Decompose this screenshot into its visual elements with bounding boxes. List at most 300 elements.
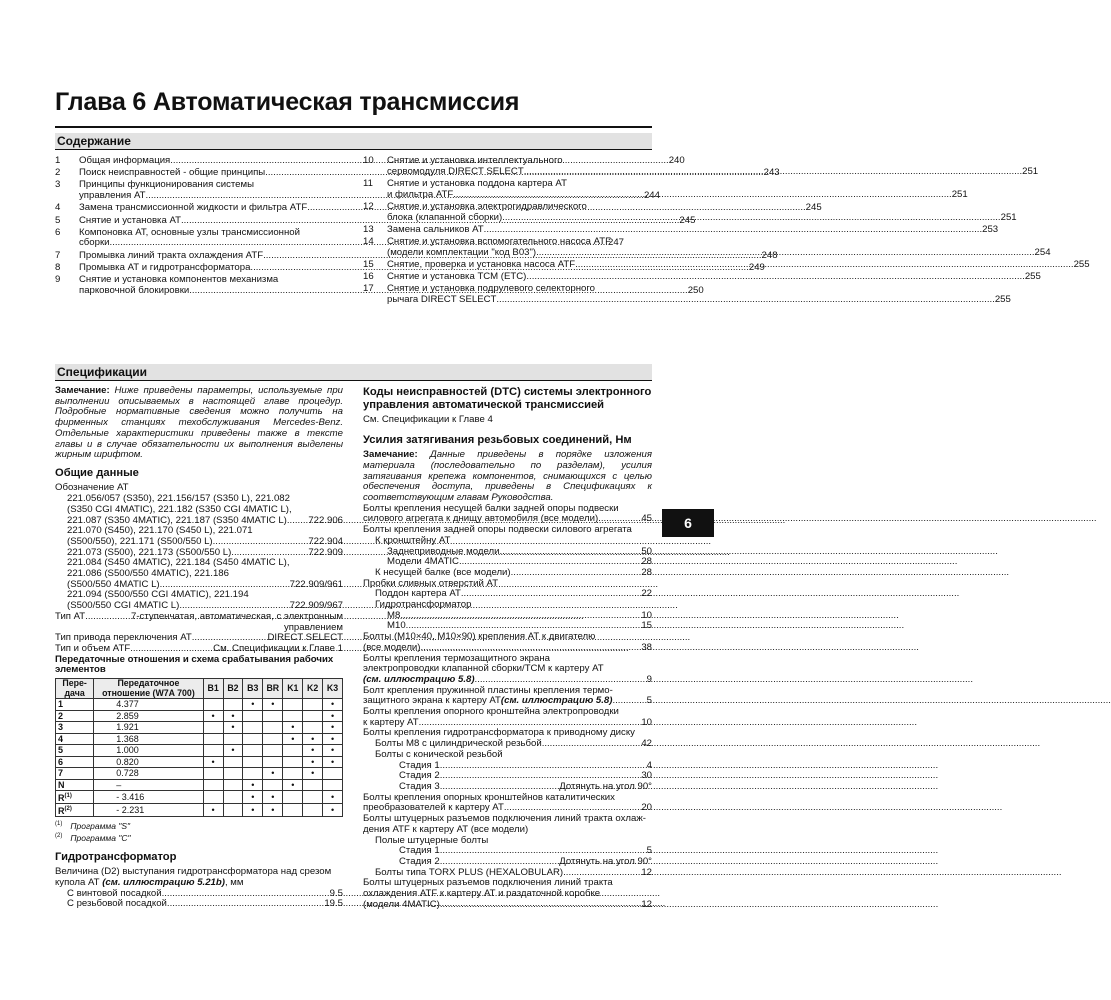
chapter-title: Глава 6 Автоматическая трансмиссия: [55, 88, 520, 116]
gear-footnote-mark: (1): [64, 793, 72, 800]
gear-cell: [56, 722, 94, 734]
torque-label: (все модели): [363, 641, 421, 653]
engaged-dot: •: [283, 779, 303, 791]
gear-row: [56, 745, 343, 757]
engaged-dot: •: [223, 710, 243, 722]
footnotes: [55, 819, 343, 843]
gear-row: [56, 779, 343, 791]
ratio-cell: - 3.416: [94, 791, 203, 804]
torque-row: [363, 536, 652, 547]
toc-title: и фильтра ATF: [387, 188, 454, 200]
ratio-cell: 4.377: [94, 699, 203, 711]
at-model-code: 722.909/967: [289, 600, 343, 612]
torque-value: 5: [646, 845, 652, 857]
empty-cell: [223, 804, 243, 817]
toc-number: 12: [363, 200, 374, 212]
gear-cell: [56, 756, 94, 768]
toc-title: сервомодуля DIRECT SELECT: [387, 165, 524, 177]
element-header-k2: K2: [303, 679, 323, 699]
torque-value: 15: [641, 620, 652, 632]
engaged-dot: •: [263, 804, 283, 817]
engaged-dot: •: [243, 779, 263, 791]
dtc-heading: Коды неисправностей (DTC) системы электронного управления автоматической трансмиссией: [363, 386, 652, 411]
toc-number: 2: [55, 167, 61, 179]
converter-value: 9.5: [329, 887, 343, 899]
gear-row: [56, 699, 343, 711]
toc-page: 240: [668, 155, 685, 166]
toc-number: 7: [55, 249, 61, 261]
torque-label: Болты крепления опорных кронштейнов каталитических: [363, 791, 615, 803]
engaged-dot: •: [323, 733, 343, 745]
torque-label: Болты M8 с цилиндрической резьбой: [375, 738, 542, 750]
toc-page: 255: [1073, 258, 1090, 270]
toc-page: 244: [643, 190, 660, 202]
toc-last-line: [387, 295, 1011, 306]
torque-label: Болты с конической резьбой: [375, 748, 503, 760]
gear-label: 2: [58, 710, 64, 721]
torque-value: 5: [646, 695, 652, 707]
torque-value: 20: [641, 802, 652, 814]
toc-line: Снятие и установка поддона картера АТ: [387, 177, 567, 189]
spec-left-column: [55, 386, 343, 910]
torque-label: Болты крепления несущей балки задней опоры подвески: [363, 502, 619, 514]
title-rule: [55, 126, 652, 128]
converter-text-1: Величина (D2) выступания гидротрансформатора над срезом: [55, 866, 332, 878]
torque-value: 30: [641, 770, 652, 782]
leader: [461, 589, 641, 600]
gear-cell: [56, 699, 94, 711]
leader: [287, 516, 308, 527]
spec-rule: [55, 380, 652, 381]
at-model-row: [67, 505, 343, 516]
torque-row: [363, 900, 652, 911]
torque-label: Заднеприводные модели: [387, 545, 500, 557]
torque-label: Болты штуцерных разъемов подключения линий тракта охлаж-: [363, 813, 646, 825]
leader: [167, 899, 324, 910]
gear-cell: [56, 779, 94, 791]
toc-leader: [575, 260, 1073, 271]
toc-number: 8: [55, 261, 61, 273]
element-header-k3: K3: [323, 679, 343, 699]
gear-row: [56, 791, 343, 804]
at-designation-label: Обозначение АТ: [55, 482, 129, 494]
toc-title: Замена трансмиссионной жидкости и фильтра ATF: [79, 202, 308, 214]
toc-number: 11: [363, 177, 373, 189]
footnote: [55, 819, 343, 831]
torque-value: 22: [641, 588, 652, 600]
empty-cell: [223, 699, 243, 711]
toc-number: 6: [55, 226, 61, 238]
dtc-ref: См. Спецификации к Главе 4: [363, 414, 493, 425]
toc-leader: [524, 167, 1022, 178]
engaged-dot: •: [303, 768, 323, 780]
at-type-value-2: управлением: [283, 621, 343, 633]
at-model-text: 221.056/057 (S350), 221.156/157 (S350 L), 221.082: [67, 493, 290, 505]
toc-line: Снятие и установка вспомогательного насоса ATF: [387, 235, 612, 247]
at-type-row: Тип АТ ..... 7-ступенчатая, автоматическая, с электронным: [55, 612, 343, 623]
gear-row: [56, 768, 343, 780]
gear-cell: [56, 733, 94, 745]
note-label: Замечание:: [55, 385, 110, 396]
at-model-text: (S500/550 CGI 4MATIC L): [67, 600, 180, 612]
torque-note: Замечание: Данные приведены в порядке изложения материала (последовательно по разделам), усилия затягивания крепежа компонентов, снимающихся с целью обеспечения доступа, приведены в Спецификациях к соответствующим главам Руководства.: [363, 449, 652, 504]
leader: [511, 568, 642, 579]
torque-label: Болты штуцерных разъемов подключения линий тракта: [363, 877, 613, 889]
gear-cell: [56, 791, 94, 804]
toc-page: 251: [951, 188, 968, 200]
toc-page: 254: [1034, 246, 1051, 258]
empty-cell: [223, 779, 243, 791]
toc-title: Снятие и установка ТСМ (ЕТС): [387, 271, 527, 283]
engaged-dot: •: [283, 722, 303, 734]
converter-row: [67, 899, 343, 910]
toc-page: 255: [1024, 271, 1041, 283]
torque-label: Стадия 3: [399, 781, 440, 792]
gear-table-caption: Передаточные отношения и схема срабатывания рабочих элементов: [55, 653, 334, 676]
toc-page: 250: [687, 284, 704, 296]
empty-cell: [263, 722, 283, 734]
empty-cell: [243, 768, 263, 780]
toc-number: 17: [363, 283, 374, 295]
toc-last-line: [387, 190, 968, 201]
toc-number: 13: [363, 223, 374, 235]
gear-row: [56, 733, 343, 745]
torque-label: дения ATF к картеру АТ (все модели): [363, 823, 529, 835]
empty-cell: [283, 768, 303, 780]
toc-leader: [502, 213, 1000, 224]
torque-label: Поддон картера АТ: [375, 588, 461, 600]
toc-line: Снятие и установка интеллектуального: [387, 155, 563, 166]
torque-label: Болты типа TORX PLUS (HEXALOBULAR): [375, 866, 564, 878]
empty-cell: [283, 756, 303, 768]
toc-line: Снятие и установка подрулевого селекторного: [387, 283, 595, 295]
torque-value: Дотянуть на угол 90°: [559, 855, 652, 867]
empty-cell: [223, 791, 243, 804]
toc-line: Снятие и установка электрогидравлического: [387, 200, 587, 212]
torque-value: 28: [641, 556, 652, 568]
engaged-dot: •: [303, 756, 323, 768]
torque-value: 10: [641, 609, 652, 621]
converter-heading: Гидротрансформатор: [55, 850, 177, 863]
torque-value: 4: [646, 759, 652, 771]
general-heading: Общие данные: [55, 466, 139, 479]
toc-line: Снятие и установка компонентов механизма: [79, 274, 279, 286]
toc-number: 14: [363, 235, 374, 247]
illustration-ref-text: (см. иллюстрацию 5.8): [363, 673, 475, 685]
gear-cell: [56, 768, 94, 780]
toc-line: Компоновка АТ, основные узлы трансмиссионной: [79, 226, 300, 238]
illustration-ref-text: (см. иллюстрацию 5.8): [500, 695, 613, 707]
empty-cell: [243, 756, 263, 768]
gear-label: 1: [58, 699, 64, 710]
empty-cell: [283, 791, 303, 804]
torque-row: [363, 750, 652, 761]
gear-row: [56, 756, 343, 768]
ratio-cell: 1.921: [94, 722, 203, 734]
toc-page: 245: [805, 202, 822, 214]
gear-col-header: Пере-дача: [56, 679, 94, 699]
torque-label: защитного экрана к картеру АТ: [363, 695, 501, 707]
gear-label: R: [58, 806, 65, 817]
torque-table: [363, 504, 652, 911]
leader: [542, 739, 642, 750]
toc-number: 16: [363, 271, 374, 283]
toc-page: 255: [994, 293, 1011, 305]
toc-title: Замена сальников АТ: [387, 223, 484, 235]
toc-title: управления АТ: [79, 190, 146, 202]
torque-label: Болты крепления термозащитного экрана: [363, 652, 550, 664]
empty-cell: [283, 745, 303, 757]
at-model-text: (S500/550), 221.171 (S500/550 L): [67, 535, 213, 547]
gear-row: [56, 804, 343, 817]
empty-cell: [263, 779, 283, 791]
at-model-code: 722.904: [308, 535, 343, 547]
footnote-mark: (1): [55, 821, 63, 828]
torque-label: Стадия 1: [399, 759, 440, 771]
footnote-mark: (2): [55, 832, 63, 839]
torque-label: Пробки сливных отверстий АТ: [363, 577, 499, 589]
torque-heading: Усилия затягивания резьбовых соединений, Нм: [363, 433, 632, 446]
torque-label: электропроводки клапанной сборки/ТСМ к картеру АТ: [363, 663, 604, 675]
toc-leader: [484, 225, 982, 236]
gear-label: N: [58, 779, 65, 790]
footnote-text: Программа "S": [70, 820, 131, 831]
spec-heading: Спецификации: [55, 364, 652, 380]
torque-label: охлаждения ATF к картеру АТ и раздаточной коробке: [363, 888, 601, 900]
toc-number: 10: [363, 155, 374, 166]
torque-label: Стадия 2: [399, 770, 440, 782]
note-text: Ниже приведены параметры, используемые при выполнении описываемых в настоящей главе процедур. Подробные нормативные сведения можно получить на фирменных станциях техобслуживания Mercedes-Benz. Отдельные характеристики приведены также в тексте главы и в случае обязательности их выполнения выделены жирным шрифтом.: [55, 385, 343, 461]
toc-last-line: [387, 260, 1090, 271]
toc-page: 251: [1022, 165, 1039, 177]
torque-label: Болты (M10×40, M10×90) крепления АТ к двигателю: [363, 631, 596, 643]
engaged-dot: •: [323, 722, 343, 734]
shift-drive-row: Тип привода переключения АТ ..... DIRECT SELECT: [55, 633, 343, 644]
toc-number: 3: [55, 179, 61, 191]
empty-cell: [223, 756, 243, 768]
toc-title: Снятие и установка АТ: [79, 214, 181, 226]
empty-cell: [263, 733, 283, 745]
element-header-k1: K1: [283, 679, 303, 699]
empty-cell: [203, 745, 223, 757]
engaged-dot: •: [303, 745, 323, 757]
gear-row: [56, 710, 343, 722]
engaged-dot: •: [203, 756, 223, 768]
toc-rule: [55, 149, 652, 150]
at-model-code: 722.909: [308, 546, 343, 558]
engaged-dot: •: [263, 768, 283, 780]
gear-row: [56, 722, 343, 734]
gear-label: 3: [58, 722, 64, 733]
engaged-dot: •: [223, 722, 243, 734]
converter-label: С винтовой посадкой: [67, 887, 162, 899]
converter-rows: [55, 889, 343, 910]
engaged-dot: •: [303, 733, 323, 745]
toc-text: [387, 156, 1038, 177]
toc-entry: [363, 223, 999, 236]
toc-text: [387, 179, 968, 200]
ratio-cell: 1.000: [94, 745, 203, 757]
converter-label: С резьбовой посадкой: [67, 898, 167, 910]
engaged-dot: •: [323, 756, 343, 768]
gear-footnote-mark: (2): [64, 806, 72, 813]
torque-label: M8: [387, 609, 401, 621]
toc-text: [387, 284, 1011, 305]
toc-page: 251: [1000, 211, 1017, 223]
toc-leader: [526, 272, 1024, 283]
engaged-dot: •: [263, 791, 283, 804]
toc-title: блока (клапанной сборки): [387, 211, 503, 223]
toc-leader: [496, 295, 994, 306]
footnote-text: Программа "C": [70, 832, 131, 843]
empty-cell: [303, 779, 323, 791]
ratio-cell: –: [94, 779, 203, 791]
toc-entry: [363, 271, 1041, 283]
gear-cell: [56, 710, 94, 722]
torque-label: Стадия 2: [399, 855, 440, 867]
toc-title: Промывка линий тракта охлаждения ATF: [79, 249, 264, 261]
gear-label: 7: [58, 768, 64, 779]
toc-title: рычага DIRECT SELECT: [387, 293, 497, 305]
toc-leader: [536, 248, 1034, 259]
at-model-text: 221.084 (S450 4MATIC), 221.184 (S450 4MATIC L),: [67, 557, 290, 569]
torque-label: силового агрегата к днищу автомобиля (все модели): [363, 513, 599, 525]
empty-cell: [263, 745, 283, 757]
engaged-dot: •: [223, 745, 243, 757]
at-model-text: (S500/550 4MATIC L): [67, 578, 160, 590]
torque-label: Гидротрансформатор: [375, 599, 472, 611]
torque-label: Болты крепления задней опоры подвески силового агрегата: [363, 524, 632, 536]
toc-text: [387, 237, 1051, 258]
torque-value: 45: [641, 513, 652, 525]
empty-cell: [203, 791, 223, 804]
torque-label: Болты крепления гидротрансформатора к приводному диску: [363, 727, 635, 739]
spec-right-column: [363, 386, 652, 910]
engaged-dot: •: [323, 710, 343, 722]
empty-cell: [203, 779, 223, 791]
empty-cell: [323, 768, 343, 780]
toc-page: 243: [763, 167, 780, 179]
at-model-text: 221.094 (S500/550 CGI 4MATIC), 221.194: [67, 589, 249, 601]
empty-cell: [283, 804, 303, 817]
at-model-text: 221.070 (S450), 221.170 (S450 L), 221.071: [67, 525, 253, 537]
converter-value: 19.5: [324, 898, 343, 910]
ratio-col-header: Передаточное отношение (W7A 700): [94, 679, 203, 699]
at-model-text: (S350 CGI 4MATIC), 221.182 (S350 CGI 4MATIC L),: [67, 503, 292, 515]
torque-value: 42: [641, 738, 652, 750]
atf-row: Тип и объем ATF ..... См. Спецификации к Главе 1: [55, 644, 343, 655]
engaged-dot: •: [263, 699, 283, 711]
at-model-text: 221.073 (S500), 221.173 (S500/550 L): [67, 546, 232, 558]
gear-label: 6: [58, 756, 64, 767]
torque-label: К кронштейну АТ: [375, 534, 451, 546]
toc-title: Поиск неисправностей - общие принципы: [79, 167, 266, 179]
toc-number: 9: [55, 274, 61, 286]
torque-value: 28: [641, 566, 652, 578]
toc-page: 248: [761, 249, 778, 261]
ratio-cell: 0.728: [94, 768, 203, 780]
toc-page: 247: [607, 237, 624, 249]
converter-text-2: купола АТ (см. иллюстрацию 5.21b), мм: [55, 876, 244, 888]
torque-label: Стадия 1: [399, 845, 440, 857]
gear-label: 5: [58, 745, 64, 756]
torque-label: M10: [387, 620, 406, 632]
toc-last-line: [387, 248, 1051, 259]
torque-label: Полые штуцерные болты: [375, 834, 489, 846]
toc-last-line: [387, 272, 1041, 283]
empty-cell: [203, 733, 223, 745]
empty-cell: [283, 699, 303, 711]
element-header-b2: B2: [223, 679, 243, 699]
torque-label: к картеру АТ: [363, 716, 419, 728]
torque-label: К несущей балке (все модели): [375, 566, 511, 578]
empty-cell: [303, 699, 323, 711]
toc-text: [387, 272, 1041, 283]
element-header-b1: B1: [203, 679, 223, 699]
toc-leader: [453, 190, 951, 201]
empty-cell: [263, 710, 283, 722]
empty-cell: [243, 722, 263, 734]
at-models-list: [55, 494, 343, 612]
at-model-code: 722.909/961: [289, 578, 343, 590]
empty-cell: [203, 722, 223, 734]
toc-heading: Содержание: [55, 133, 652, 149]
empty-cell: [203, 699, 223, 711]
footnote: [55, 831, 343, 843]
toc-title: Промывка АТ и гидротрансформатора: [79, 261, 251, 273]
torque-value: Дотянуть на угол 90°: [559, 781, 652, 792]
toc-title: (модели комплектации "код B03"): [387, 246, 537, 258]
torque-value: 10: [641, 716, 652, 728]
gear-cell: [56, 745, 94, 757]
ratio-cell: 0.820: [94, 756, 203, 768]
engaged-dot: •: [203, 804, 223, 817]
empty-cell: [263, 756, 283, 768]
at-model-text: 221.087 (S350 4MATIC), 221.187 (S350 4MATIC L): [67, 514, 287, 526]
toc-page: 249: [748, 261, 765, 273]
toc-page: 245: [679, 214, 696, 226]
toc-number: 5: [55, 214, 61, 226]
engaged-dot: •: [323, 745, 343, 757]
ratio-cell: - 2.231: [94, 804, 203, 817]
toc-number: 4: [55, 202, 61, 214]
empty-cell: [303, 722, 323, 734]
empty-cell: [243, 733, 263, 745]
toc-line: Принципы функционирования системы: [79, 179, 255, 191]
toc-title: Снятие, проверка и установка насоса ATF: [387, 258, 576, 270]
element-header-b3: B3: [243, 679, 263, 699]
gear-table: [55, 678, 343, 817]
toc-last-line: [387, 213, 1017, 224]
toc-title: парковочной блокировки: [79, 284, 190, 296]
empty-cell: [243, 710, 263, 722]
gear-cell: [56, 804, 94, 817]
empty-cell: [303, 710, 323, 722]
engaged-dot: •: [203, 710, 223, 722]
torque-label: Болты крепления опорного кронштейна электропроводки: [363, 706, 619, 718]
empty-cell: [303, 791, 323, 804]
engaged-dot: •: [243, 791, 263, 804]
ratio-cell: 2.859: [94, 710, 203, 722]
leader: [440, 900, 642, 911]
engaged-dot: •: [323, 791, 343, 804]
toc-number: 15: [363, 258, 374, 270]
toc-last-line: [387, 167, 1038, 178]
toc-text: [387, 202, 1017, 223]
empty-cell: [203, 768, 223, 780]
empty-cell: [243, 745, 263, 757]
spec-note: [55, 386, 343, 461]
